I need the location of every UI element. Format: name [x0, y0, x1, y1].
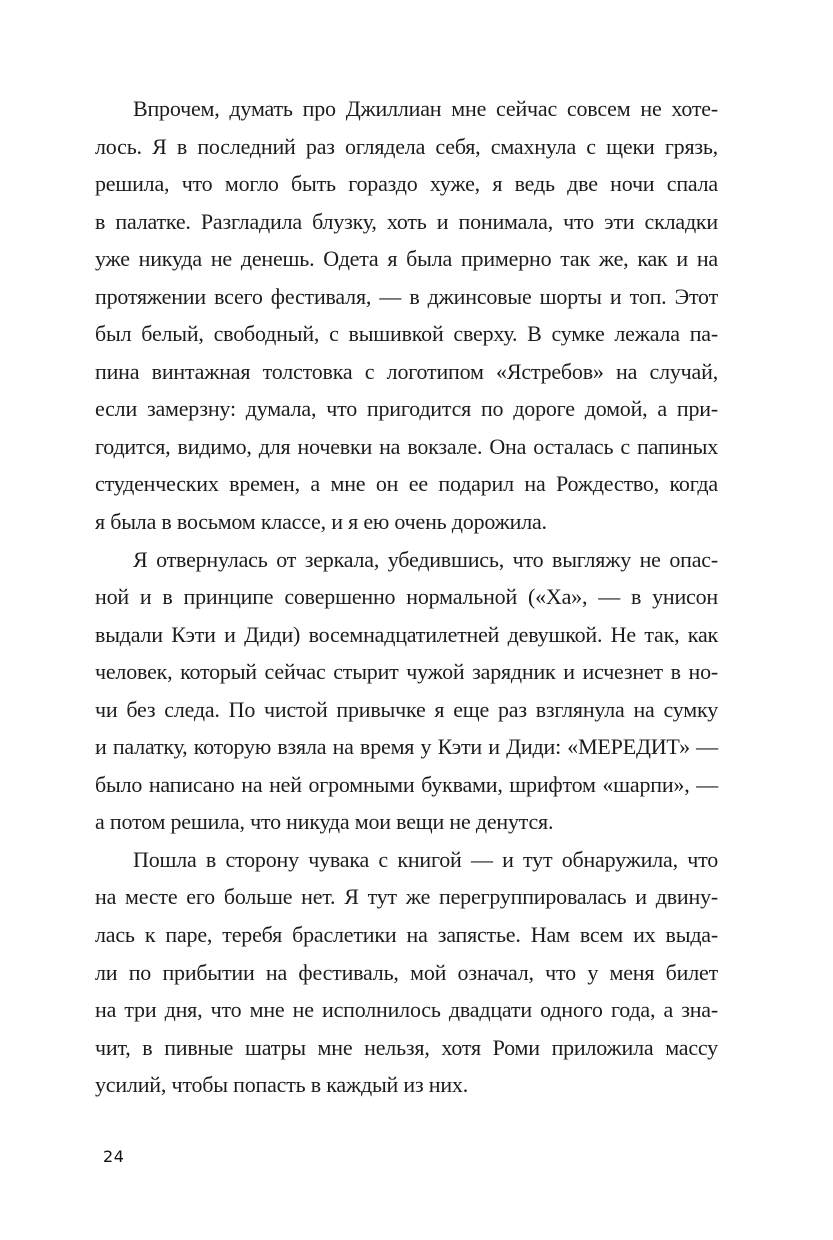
text-line: чи без следа. По чистой привычке я еще раз взглянула на сумку [95, 696, 718, 722]
text-line: а потом решила, что никуда мои вещи не денутся. [95, 809, 554, 835]
text-line: Я отвернулась от зеркала, убедившись, что выгляжу не опас- [133, 546, 718, 572]
text-line: в палатке. Разгладила блузку, хоть и понимала, что эти складки [95, 208, 718, 234]
text-line: пина винтажная толстовка с логотипом «Ястребов» на случай, [95, 358, 718, 384]
text-line: человек, который сейчас стырит чужой зарядник и исчезнет в но- [95, 659, 718, 685]
text-line: ли по прибытии на фестиваль, мой означал, что у меня билет [95, 959, 718, 985]
text-line: я была в восьмом классе, и я ею очень дорожила. [95, 509, 547, 535]
paragraph [95, 90, 718, 541]
text-line: протяжении всего фестиваля, — в джинсовые шорты и топ. Этот [95, 283, 718, 309]
page-number: 24 [103, 1147, 125, 1166]
text-line: ной и в принципе совершенно нормальной («Ха», — в унисон [95, 584, 718, 610]
text-line: уже никуда не денешь. Одета я была примерно так же, как и на [95, 246, 718, 272]
text-line: лось. Я в последний раз оглядела себя, смахнула с щеки грязь, [95, 133, 718, 159]
text-line: студенческих времен, а мне он ее подарил на Рождество, когда [95, 471, 718, 497]
text-line: лась к паре, теребя браслетики на запястье. Нам всем их выда- [95, 922, 718, 948]
text-line: было написано на ней огромными буквами, шрифтом «шарпи», — [95, 771, 718, 797]
text-line: на месте его больше нет. Я тут же перегруппировалась и двину- [95, 884, 718, 910]
text-line: если замерзну: думала, что пригодится по дороге домой, а при- [95, 396, 718, 422]
text-line: годится, видимо, для ночевки на вокзале. Она осталась с папиных [95, 433, 718, 459]
text-line: чит, в пивные шатры мне нельзя, хотя Роми приложила массу [95, 1034, 718, 1060]
text-line: на три дня, что мне не исполнилось двадцати одного года, а зна- [95, 997, 718, 1023]
paragraph [95, 541, 718, 841]
text-line: был белый, свободный, с вышивкой сверху. В сумке лежала па- [95, 321, 718, 347]
text-line: Пошла в сторону чувака с книгой — и тут обнаружила, что [133, 846, 718, 872]
text-line: усилий, чтобы попасть в каждый из них. [95, 1072, 469, 1098]
paragraph [95, 841, 718, 1104]
text-line: Впрочем, думать про Джиллиан мне сейчас совсем не хоте- [133, 96, 718, 121]
text-line: и палатку, которую взяла на время у Кэти и Диди: «МЕРЕДИТ» — [95, 734, 718, 760]
body-text [95, 90, 718, 1104]
text-line: выдали Кэти и Диди) восемнадцатилетней девушкой. Не так, как [95, 621, 718, 647]
text-line: решила, что могло быть гораздо хуже, я ведь две ночи спала [95, 171, 718, 197]
